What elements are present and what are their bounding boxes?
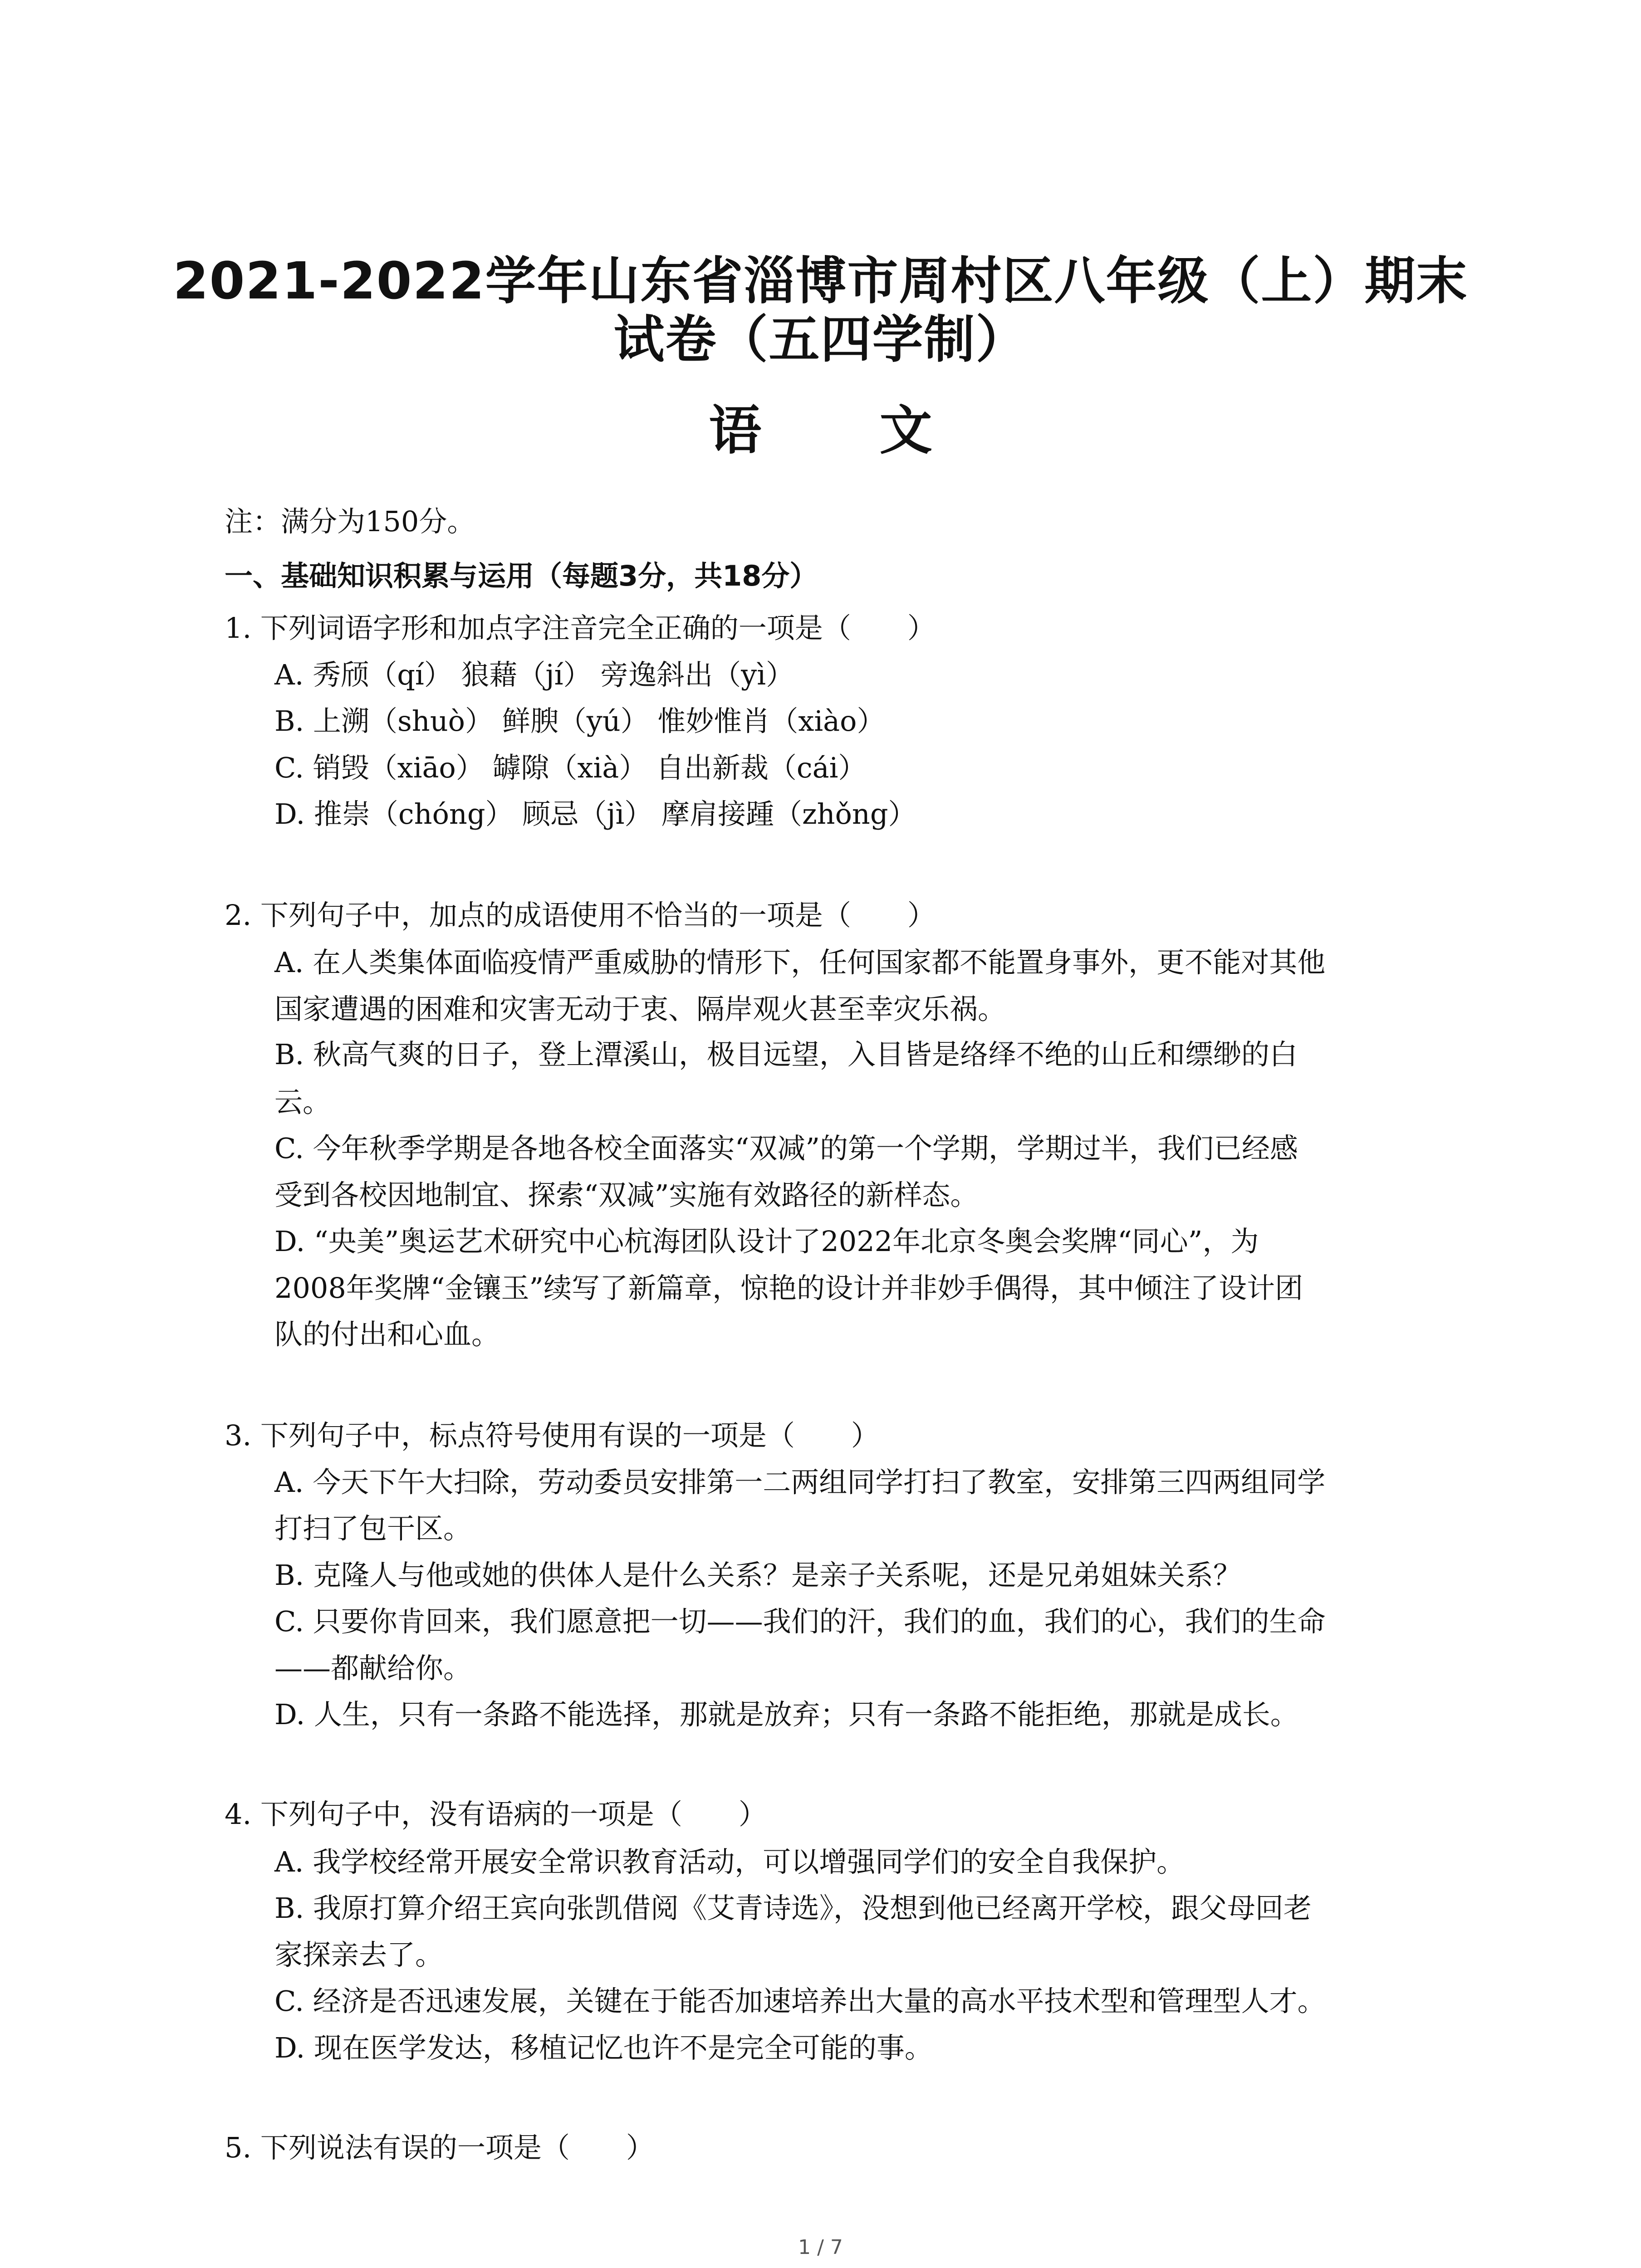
- question-option: B. 克隆人与他或她的供体人是什么关系？是亲子关系呢，还是兄弟姐妹关系？: [274, 1559, 1241, 1592]
- question-option: D. “央美”奥运艺术研究中心杭海团队设计了2022年北京冬奥会奖牌“同心”，为: [274, 1225, 1259, 1258]
- question-option: B. 上溯（shuò） 鲜腴（yú） 惟妙惟肖（xiào）: [274, 704, 885, 738]
- question-stem: 4. 下列句子中，没有语病的一项是（ ）: [225, 1798, 767, 1831]
- question-option-continued: 云。: [274, 1085, 331, 1119]
- question-option-continued: 2008年奖牌“金镶玉”续写了新篇章，惊艳的设计并非妙手偶得，其中倾注了设计团: [274, 1271, 1303, 1305]
- question-option: B. 秋高气爽的日子，登上潭溪山，极目远望，入目皆是络绎不绝的山丘和缥缈的白: [274, 1038, 1298, 1071]
- question-option-continued: 家探亲去了。: [274, 1938, 444, 1971]
- question-option-continued: 国家遭遇的困难和灾害无动于衷、隔岸观火甚至幸灾乐祸。: [274, 992, 1006, 1026]
- document-title-line2: 试卷（五四学制）: [613, 310, 1028, 369]
- question-option: A. 在人类集体面临疫情严重威胁的情形下，任何国家都不能置身事外，更不能对其他: [274, 946, 1326, 979]
- question-stem: 2. 下列句子中，加点的成语使用不恰当的一项是（ ）: [225, 899, 936, 932]
- question-option-continued: 队的付出和心血。: [274, 1318, 500, 1351]
- question-option: C. 销毁（xiāo） 罅隙（xià） 自出新裁（cái）: [274, 751, 867, 784]
- question-option: C. 今年秋季学期是各地各校全面落实“双减”的第一个学期，学期过半，我们已经感: [274, 1132, 1298, 1165]
- score-note: 注：满分为150分。: [225, 505, 475, 538]
- question-option: D. 现在医学发达，移植记忆也许不是完全可能的事。: [274, 2031, 933, 2064]
- question-option: A. 今天下午大扫除，劳动委员安排第一二两组同学打扫了教室，安排第三四两组同学: [274, 1466, 1326, 1499]
- question-stem: 1. 下列词语字形和加点字注音完全正确的一项是（ ）: [225, 611, 936, 645]
- question-option: C. 只要你肯回来，我们愿意把一切——我们的汗，我们的血，我们的心，我们的生命: [274, 1605, 1326, 1638]
- question-option-continued: 受到各校因地制宜、探索“双减”实施有效路径的新样态。: [274, 1178, 979, 1212]
- section-heading: 一、基础知识积累与运用（每题3分，共18分）: [225, 559, 818, 592]
- question-option: B. 我原打算介绍王宾向张凯借阅《艾青诗选》，没想到他已经离开学校，跟父母回老: [274, 1892, 1312, 1925]
- question-option: A. 秀颀（qí） 狼藉（jí） 旁逸斜出（yì）: [274, 658, 794, 691]
- question-option: D. 人生，只有一条路不能选择，那就是放弃；只有一条路不能拒绝，那就是成长。: [274, 1698, 1298, 1731]
- question-option-continued: ——都献给你。: [274, 1652, 472, 1685]
- question-option: C. 经济是否迅速发展，关键在于能否加速培养出大量的高水平技术型和管理型人才。: [274, 1984, 1326, 2018]
- question-stem: 3. 下列句子中，标点符号使用有误的一项是（ ）: [225, 1419, 879, 1452]
- document-title-line1: 2021-2022学年山东省淄博市周村区八年级（上）期末: [173, 252, 1468, 311]
- question-option: A. 我学校经常开展安全常识教育活动，可以增强同学们的安全自我保护。: [274, 1845, 1185, 1878]
- question-option: D. 推崇（chóng） 顾忌（jì） 摩肩接踵（zhǒng）: [274, 797, 916, 831]
- page-number: 1 / 7: [798, 2236, 843, 2259]
- subject-heading: 语 文: [709, 400, 982, 461]
- question-stem: 5. 下列说法有误的一项是（ ）: [225, 2131, 654, 2164]
- question-option-continued: 打扫了包干区。: [274, 1512, 472, 1545]
